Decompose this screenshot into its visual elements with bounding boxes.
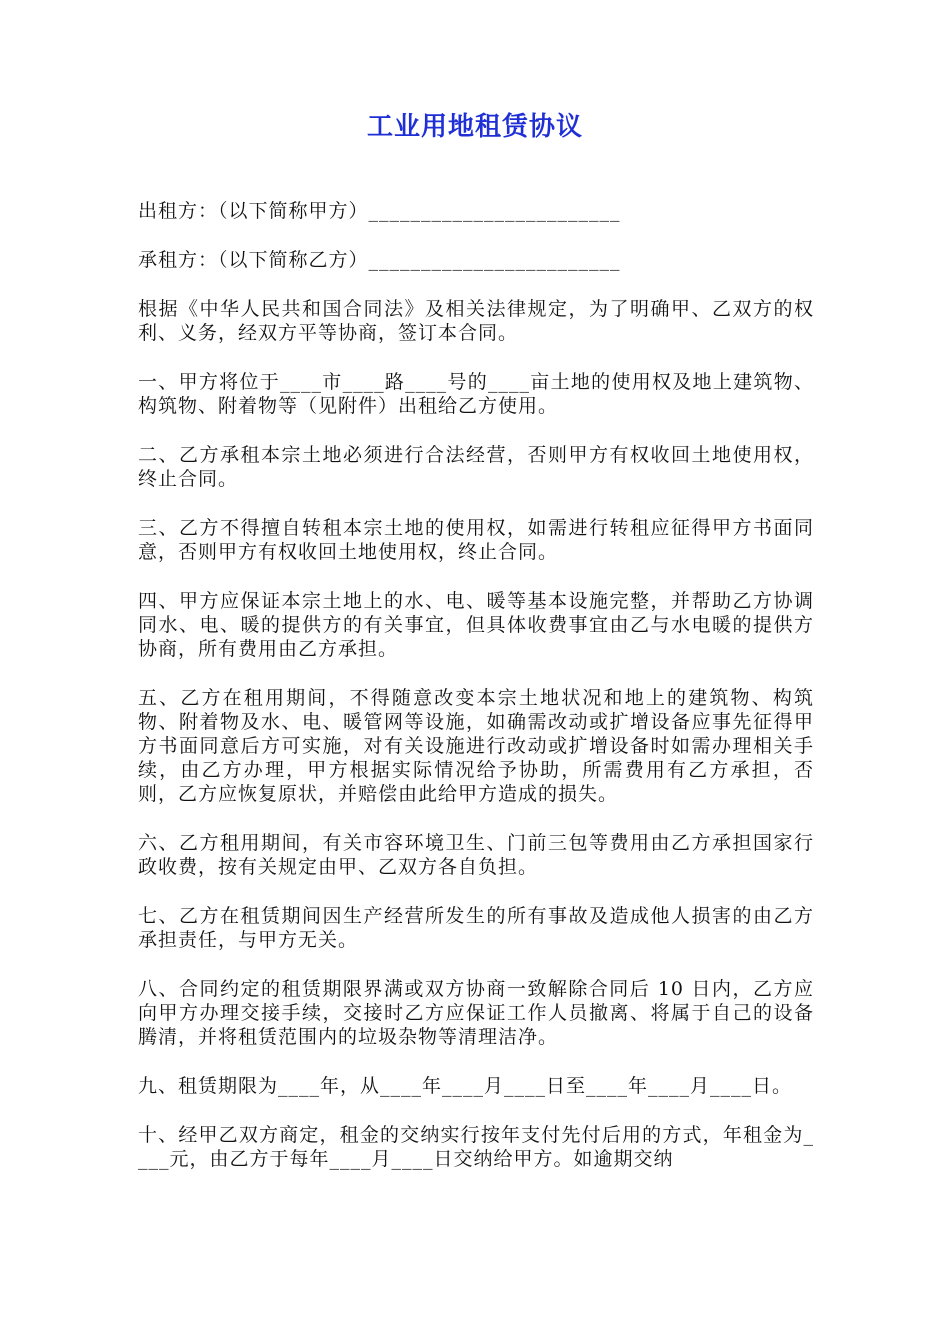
clause-1: 一、甲方将位于____市____路____号的____亩土地的使用权及地上建筑物、构筑物、附着物等（见附件）出租给乙方使用。 <box>138 371 814 417</box>
clause-3: 三、乙方不得擅自转租本宗土地的使用权，如需进行转租应征得甲方书面同意，否则甲方有权收回土地使用权，终止合同。 <box>138 517 814 563</box>
clause-8: 八、合同约定的租赁期限界满或双方协商一致解除合同后 10 日内，乙方应向甲方办理交接手续，交接时乙方应保证工作人员撤离、将属于自己的设备腾清，并将租赁范围内的垃圾杂物等清理洁净。 <box>138 978 814 1048</box>
clause-5: 五、乙方在租用期间，不得随意改变本宗土地状况和地上的建筑物、构筑物、附着物及水、电、暖管网等设施，如确需改动或扩增设备应事先征得甲方书面同意后方可实施，对有关设施进行改动或扩增设备时如需办理相关手续，由乙方办理，甲方根据实际情况给予协助，所需费用有乙方承担，否则，乙方应恢复原状，并赔偿由此给甲方造成的损失。 <box>138 687 814 805</box>
clause-2: 二、乙方承租本宗土地必须进行合法经营，否则甲方有权收回土地使用权，终止合同。 <box>138 444 814 490</box>
clause-7: 七、乙方在租赁期间因生产经营所发生的所有事故及造成他人损害的由乙方承担责任，与甲方无关。 <box>138 905 814 951</box>
document-body <box>138 199 814 1196</box>
lessee-line: 承租方：（以下简称乙方）________________________ <box>138 249 621 271</box>
clause-10: 十、经甲乙双方商定，租金的交纳实行按年支付先付后用的方式，年租金为____元，由乙方于每年____月____日交纳给甲方。如逾期交纳 <box>138 1124 814 1170</box>
clause-9: 九、租赁期限为____年，从____年____月____日至____年____月____日。 <box>138 1075 793 1097</box>
clause-4: 四、甲方应保证本宗土地上的水、电、暖等基本设施完整，并帮助乙方协调同水、电、暖的提供方的有关事宜，但具体收费事宜由乙与水电暖的提供方协商，所有费用由乙方承担。 <box>138 590 814 660</box>
lessor-line: 出租方：（以下简称甲方）________________________ <box>138 200 621 222</box>
clause-6: 六、乙方租用期间，有关市容环境卫生、门前三包等费用由乙方承担国家行政收费，按有关规定由甲、乙双方各自负担。 <box>138 832 814 878</box>
preamble-paragraph: 根据《中华人民共和国合同法》及相关法律规定，为了明确甲、乙双方的权利、义务，经双方平等协商，签订本合同。 <box>138 298 814 344</box>
document-title: 工业用地租赁协议 <box>366 112 583 142</box>
